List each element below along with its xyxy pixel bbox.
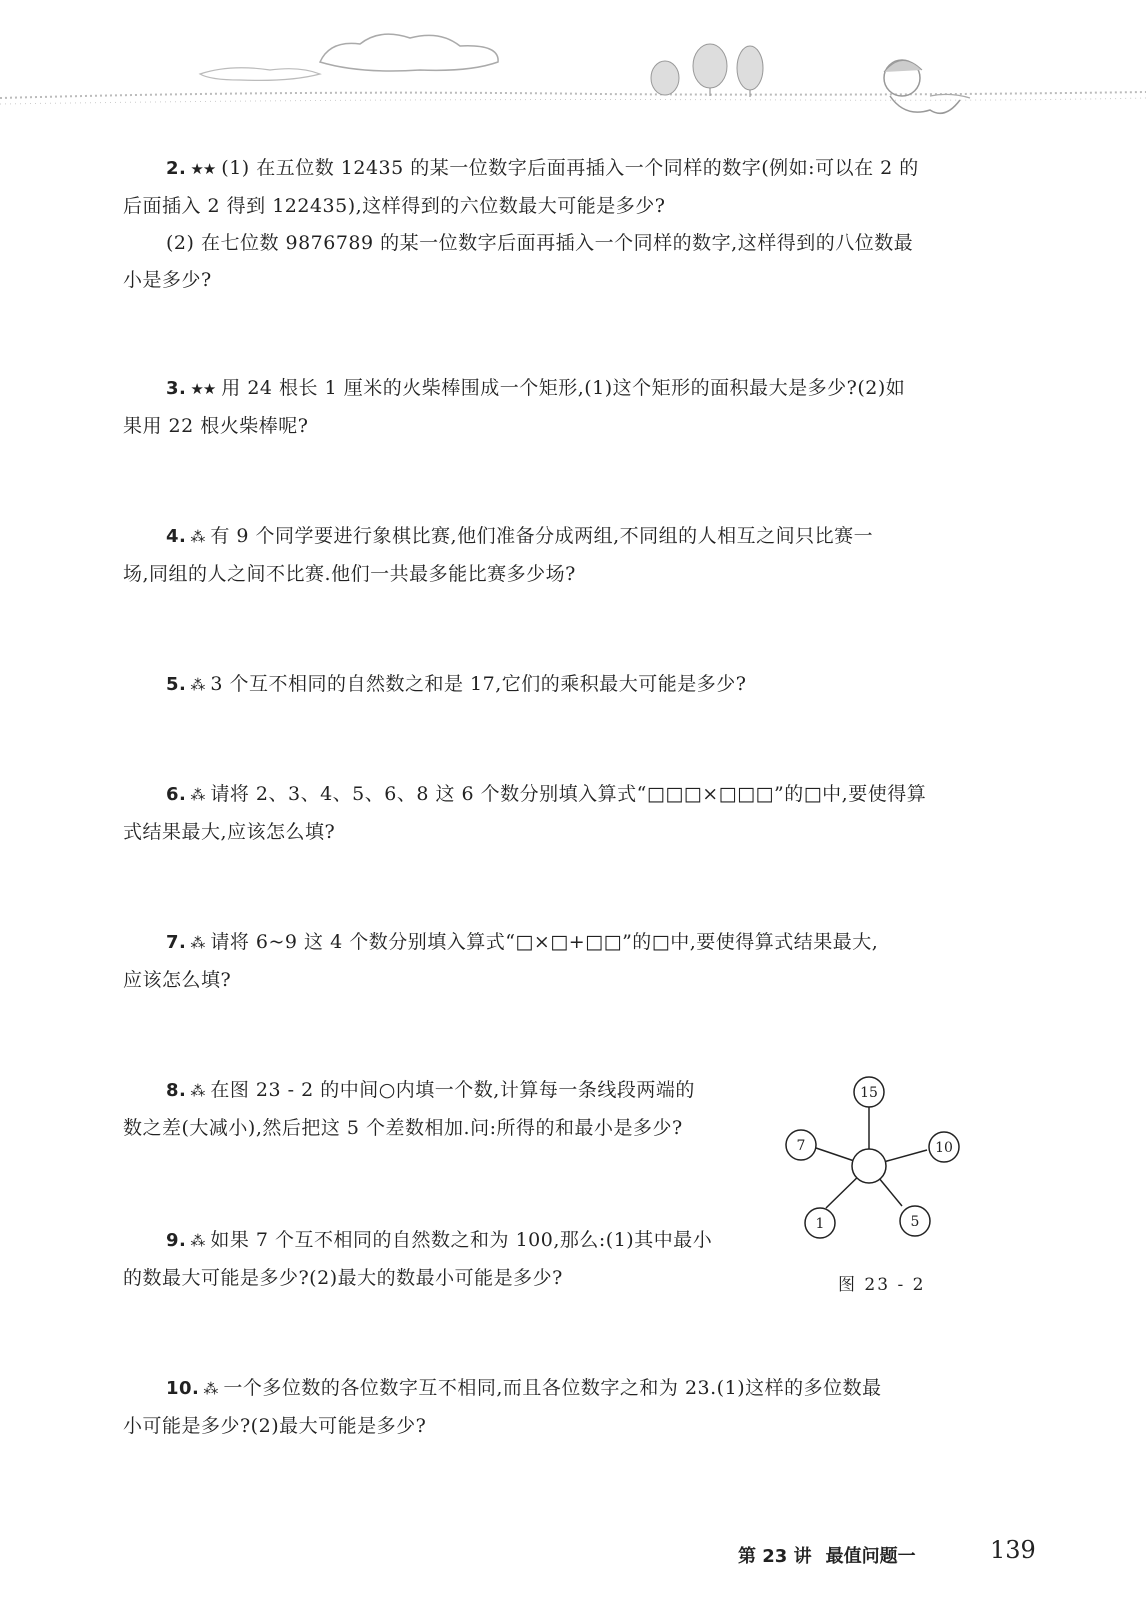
problem-text: 的数最大可能是多少?(2)最大的数最小可能是多少? [123, 1267, 563, 1289]
problem-text: 场,同组的人之间不比赛.他们一共最多能比赛多少场? [123, 563, 576, 585]
chapter-title: 最值问题一 [825, 1546, 916, 1567]
difficulty-stars-icon: ⁂ [190, 1082, 205, 1100]
difficulty-stars-icon: ⁂ [203, 1380, 218, 1398]
center-circle [852, 1149, 886, 1183]
problem-2 [123, 150, 1013, 299]
node-label: 10 [935, 1140, 953, 1156]
problem-text: 果用 22 根火柴棒呢? [123, 415, 309, 437]
problem-9 [123, 1222, 783, 1297]
problem-text: (2) 在七位数 9876789 的某一位数字后面再插入一个同样的数字,这样得到的八位数最 [166, 232, 914, 254]
problem-number: 8. [166, 1080, 187, 1101]
chapter-label: 第 23 讲 [738, 1546, 812, 1567]
problem-text: 式结果最大,应该怎么填? [123, 821, 336, 843]
difficulty-stars-icon: ★★ [190, 160, 216, 178]
problem-7 [123, 924, 1013, 999]
difficulty-stars-icon: ⁂ [190, 528, 205, 546]
problem-6 [123, 776, 1013, 851]
problem-8 [123, 1072, 783, 1147]
difficulty-stars-icon: ⁂ [190, 934, 205, 952]
difficulty-stars-icon: ★★ [190, 380, 216, 398]
problem-number: 6. [166, 784, 187, 805]
problem-10 [123, 1370, 1013, 1445]
problem-text: (1) 在五位数 12435 的某一位数字后面再插入一个同样的数字(例如:可以在 2 的 [221, 157, 919, 179]
problem-number: 7. [166, 932, 187, 953]
page-number: 139 [990, 1536, 1036, 1564]
problem-text: 请将 6~9 这 4 个数分别填入算式“□×□+□□”的□中,要使得算式结果最大, [210, 931, 879, 953]
problem-text: 用 24 根长 1 厘米的火柴棒围成一个矩形,(1)这个矩形的面积最大是多少?(2)如 [221, 377, 906, 399]
problem-4 [123, 518, 1013, 593]
problem-text: 3 个互不相同的自然数之和是 17,它们的乘积最大可能是多少? [210, 673, 747, 695]
problem-text: 请将 2、3、4、5、6、8 这 6 个数分别填入算式“□□□×□□□”的□中,要使得算 [210, 783, 927, 805]
problem-text: 如果 7 个互不相同的自然数之和为 100,那么:(1)其中最小 [210, 1229, 713, 1251]
node-label: 7 [796, 1138, 806, 1154]
node-label: 15 [860, 1085, 878, 1101]
problem-number: 4. [166, 526, 187, 547]
difficulty-stars-icon: ⁂ [190, 1232, 205, 1250]
problem-3 [123, 370, 1013, 445]
difficulty-stars-icon: ⁂ [190, 786, 205, 804]
problem-text: 应该怎么填? [123, 969, 232, 991]
problem-text: 小可能是多少?(2)最大可能是多少? [123, 1415, 427, 1437]
problem-number: 10. [166, 1378, 200, 1399]
problem-text: 在图 23 - 2 的中间○内填一个数,计算每一条线段两端的 [210, 1079, 695, 1101]
difficulty-stars-icon: ⁂ [190, 676, 205, 694]
problem-text: 数之差(大减小),然后把这 5 个差数相加.问:所得的和最小是多少? [123, 1117, 683, 1139]
problem-text: 小是多少? [123, 269, 212, 291]
page-footer [738, 1542, 916, 1568]
figure-caption: 图 23 - 2 [838, 1275, 926, 1295]
problem-number: 5. [166, 674, 187, 695]
problem-5 [123, 666, 1013, 704]
problem-number: 3. [166, 378, 187, 399]
problem-text: 一个多位数的各位数字互不相同,而且各位数字之和为 23.(1)这样的多位数最 [223, 1377, 882, 1399]
header-illustration [0, 0, 1146, 140]
problem-text: 后面插入 2 得到 122435),这样得到的六位数最大可能是多少? [123, 195, 666, 217]
problem-number: 9. [166, 1230, 187, 1251]
problem-text: 有 9 个同学要进行象棋比赛,他们准备分成两组,不同组的人相互之间只比赛一 [210, 525, 874, 547]
node-label: 1 [815, 1216, 825, 1232]
problem-number: 2. [166, 158, 187, 179]
node-label: 5 [910, 1214, 920, 1230]
